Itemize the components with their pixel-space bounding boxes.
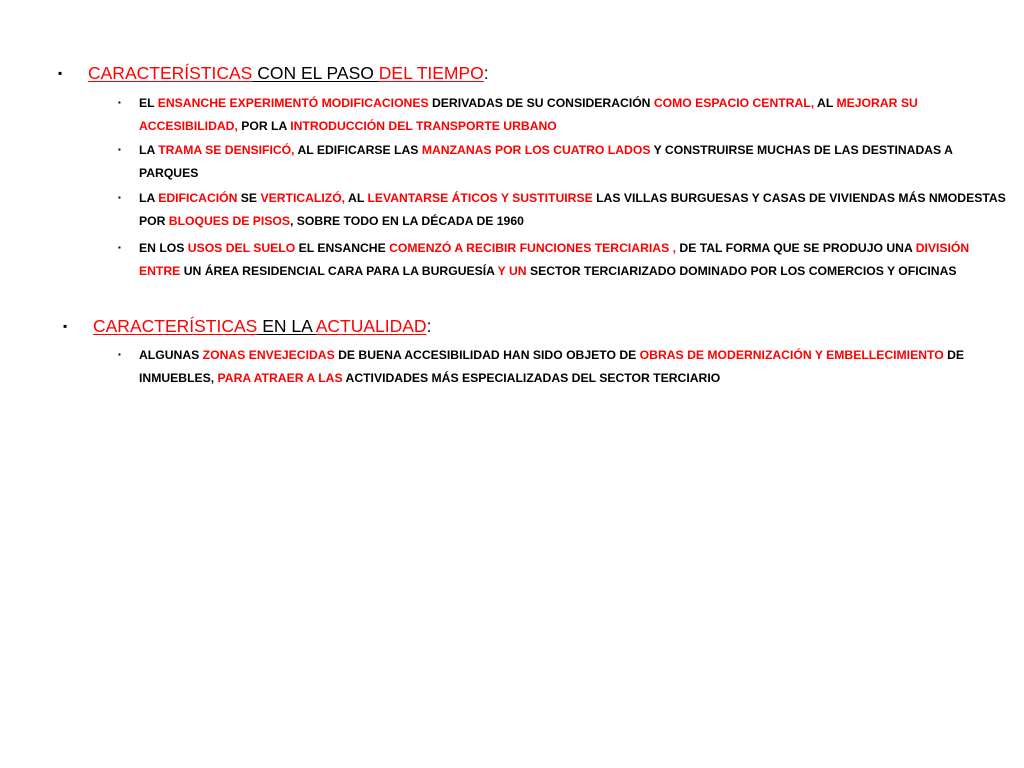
heading-segment: : — [483, 63, 489, 83]
text-run: DE INMUEBLES, — [139, 348, 965, 385]
text-run: AL EDIFICARSE LAS — [294, 143, 422, 157]
text-run: AL — [345, 191, 368, 205]
text-run: SE — [237, 191, 261, 205]
list-item-text — [139, 187, 1013, 232]
square-bullet-icon: ▪ — [118, 243, 121, 252]
text-run: EL — [139, 96, 158, 110]
text-run: BLOQUES DE PISOS — [168, 213, 291, 228]
text-run: LEVANTARSE ÁTICOS Y SUSTITUIRSE — [367, 191, 593, 205]
text-run: ALGUNAS — [139, 348, 203, 362]
text-run: DE BUENA ACCESIBILIDAD HAN SIDO OBJETO DE — [334, 348, 640, 362]
heading-segment: CARACTERÍSTICAS — [93, 316, 258, 336]
heading-segment: EN LA — [257, 316, 316, 336]
text-run: PARA ATRAER A LAS — [217, 370, 343, 385]
square-bullet-icon: ▪ — [118, 350, 121, 359]
text-run: VERTICALIZÓ, — [260, 191, 346, 205]
text-run: MANZANAS POR LOS CUATRO LADOS — [421, 143, 651, 157]
list-item-text — [139, 139, 1013, 184]
text-run: ACTIVIDADES MÁS ESPECIALIZADAS DEL SECTOR TERCIARIO — [342, 370, 721, 385]
text-run: LA — [139, 191, 159, 205]
text-run: EN LOS — [139, 241, 188, 255]
text-run: COMO ESPACIO CENTRAL, — [653, 96, 815, 110]
text-run: COMENZÓ A RECIBIR FUNCIONES TERCIARIAS , — [389, 241, 676, 255]
heading-segment: ACTUALIDAD — [315, 316, 427, 336]
text-run: OBRAS DE MODERNIZACIÓN Y EMBELLECIMIENTO — [639, 348, 944, 362]
text-run: AL — [814, 96, 837, 110]
text-run: LAS VILLAS BURGUESAS Y CASAS DE VIVIENDAS MÁS NMODESTAS POR — [139, 191, 1006, 228]
text-run: Y CONSTRUIRSE MUCHAS DE LAS DESTINADAS A PARQUES — [139, 143, 953, 180]
heading-text — [88, 62, 489, 84]
text-run: ENSANCHE EXPERIMENTÓ MODIFICACIONES — [157, 96, 429, 110]
text-run: Y UN — [497, 263, 527, 278]
text-run: EDIFICACIÓN — [158, 191, 238, 205]
text-run: DERIVADAS DE SU CONSIDERACIÓN — [428, 96, 654, 110]
text-run: POR LA — [237, 118, 291, 133]
text-run: USOS DEL SUELO — [187, 241, 296, 255]
text-run: UN ÁREA RESIDENCIAL CARA PARA LA BURGUESÍA — [180, 263, 498, 278]
heading-segment: CARACTERÍSTICAS — [88, 63, 253, 83]
square-bullet-icon: ▪ — [118, 145, 121, 154]
text-run: INTRODUCCIÓN DEL TRANSPORTE URBANO — [290, 118, 557, 133]
square-bullet-icon: ▪ — [58, 66, 63, 80]
square-bullet-icon: ▪ — [63, 319, 68, 333]
text-run: , SOBRE TODO EN LA DÉCADA DE 1960 — [290, 213, 524, 228]
heading-segment: DEL TIEMPO — [378, 63, 484, 83]
text-run: DIVISIÓN ENTRE — [139, 241, 970, 278]
text-run: EL ENSANCHE — [295, 241, 390, 255]
heading-segment: : — [426, 316, 432, 336]
text-run: TRAMA SE DENSIFICÓ, — [158, 143, 295, 157]
text-run: DE TAL FORMA QUE SE PRODUJO UNA — [676, 241, 916, 255]
text-run: LA — [139, 143, 159, 157]
list-item-text — [139, 344, 1013, 389]
list-item-text — [139, 237, 1013, 282]
list-item-text — [139, 92, 1013, 137]
text-run: SECTOR TERCIARIZADO DOMINADO POR LOS COMERCIOS Y OFICINAS — [526, 263, 957, 278]
text-run: MEJORAR SU ACCESIBILIDAD, — [139, 96, 918, 133]
square-bullet-icon: ▪ — [118, 98, 121, 107]
text-run: ZONAS ENVEJECIDAS — [202, 348, 335, 362]
square-bullet-icon: ▪ — [118, 193, 121, 202]
heading-text — [93, 315, 431, 337]
heading-segment: CON EL PASO — [252, 63, 379, 83]
